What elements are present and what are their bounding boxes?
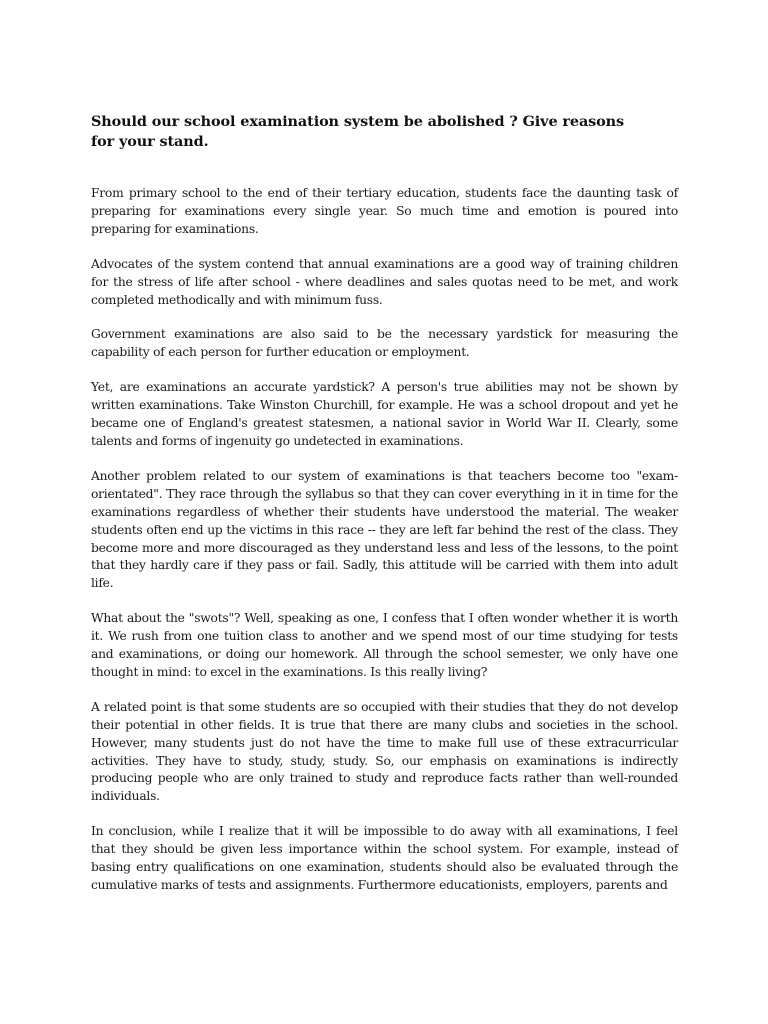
paragraph-swots: What about the "swots"? Well, speaking as one, I confess that I often wonder whether it is worth it. We rush from one tuition class to another and we spend most of our time studying for tests and examinations, or doing our homework. All through the school semester, we only have one thought in mind: to excel in the examinations. Is this really living? bbox=[91, 611, 678, 679]
paragraph-government-examinations: Government examinations are also said to be the necessary yardstick for measuring the capability of each person for further education or employment. bbox=[91, 327, 678, 360]
paragraph-advocates: Advocates of the system contend that annual examinations are a good way of training children for the stress of life after school - where deadlines and sales quotas need to be met, and work completed methodically and with minimum fuss. bbox=[91, 256, 678, 307]
paragraph-related-point: A related point is that some students are so occupied with their studies that they do not develop their potential in other fields. It is true that there are many clubs and societies in the school. However, many students just do not have the time to make full use of these extracurricular activities. They have to study, study, study. So, our emphasis on examinations is indirectly producing people who are only trained to study and reproduce facts rather than well-rounded individuals. bbox=[91, 699, 678, 804]
paragraph-exam-orientated: Another problem related to our system of examinations is that teachers become too "exam-orientated". They race through the syllabus so that they can cover everything in it in time for the examinations regardless of whether their students have understood the material. The weaker students often end up the victims in this race -- they are left far behind the rest of the class. They become more and more discouraged as they understand less and less of the lessons, to the point that they hardly care if they pass or fail. Sadly, this attitude will be carried with them into adult life. bbox=[91, 468, 678, 591]
essay-body bbox=[91, 185, 678, 895]
paragraph-accurate-yardstick: Yet, are examinations an accurate yardstick? A person's true abilities may not be shown by written examinations. Take Winston Churchill, for example. He was a school dropout and yet he became one of England's greatest statesmen, a national savior in World War II. Clearly, some talents and forms of ingenuity go undetected in examinations. bbox=[91, 380, 678, 448]
paragraph-introduction: From primary school to the end of their tertiary education, students face the daunting task of preparing for examinations every single year. So much time and emotion is poured into preparing for examinations. bbox=[91, 186, 678, 236]
essay-title: Should our school examination system be abolished ? Give reasons for your stand. bbox=[91, 113, 625, 150]
paragraph-conclusion: In conclusion, while I realize that it will be impossible to do away with all examinations, I feel that they should be given less importance within the school system. For example, instead of basing entry qualifications on one examination, students should also be evaluated through the cumulative marks of tests and assignments. Furthermore educationists, employers, parents and bbox=[91, 824, 678, 892]
